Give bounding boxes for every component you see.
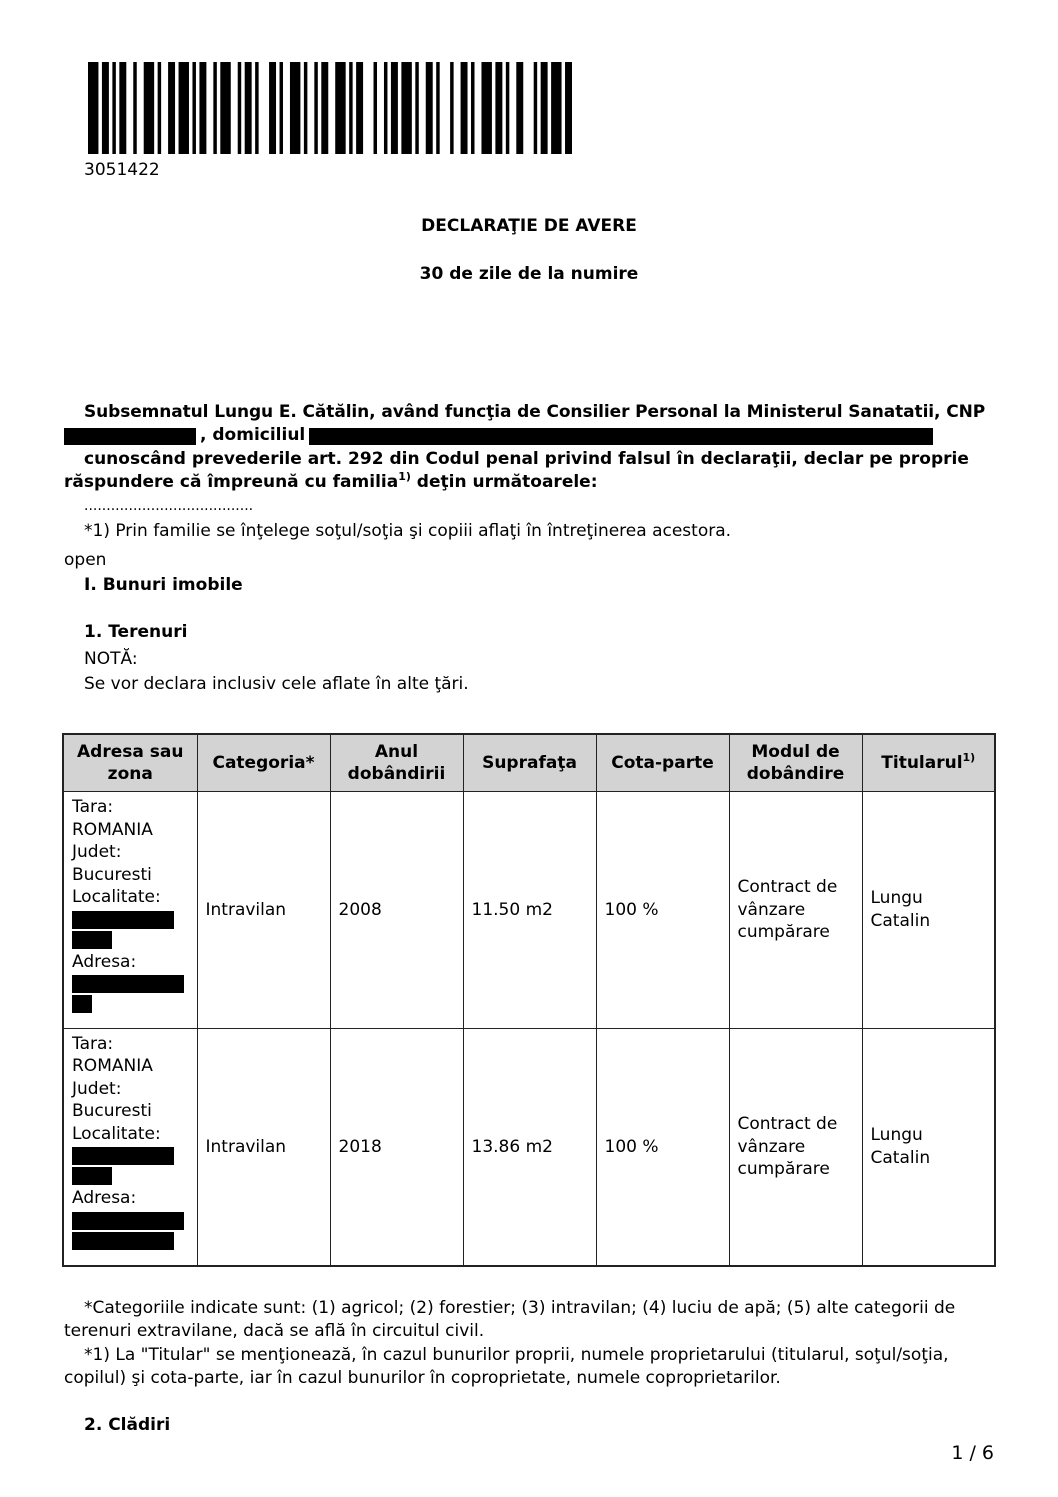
header-adresa: Adresa sau zona: [63, 734, 197, 792]
family-footnote: *1) Prin familie se înţelege soţul/soţia şi copiii aflaţi în întreţinerea acestora.: [84, 521, 732, 541]
barcode-bar: [112, 62, 115, 154]
subsection-heading-cladiri: 2. Clădiri: [84, 1415, 171, 1435]
cell-categoria: Intravilan: [197, 1028, 330, 1266]
barcode-bar: [199, 62, 206, 154]
document-subtitle: 30 de zile de la numire: [419, 264, 639, 284]
categorii-note-line-2: terenuri extravilane, dacă se află în circuitul civil.: [64, 1321, 485, 1341]
barcode-bar: [88, 62, 98, 154]
redaction-cnp: [64, 428, 196, 445]
cell-adresa: Tara: ROMANIA Judet: Bucuresti Localitate: Adresa:: [63, 792, 197, 1029]
barcode-number: 3051422: [84, 160, 160, 180]
barcode-bar: [192, 62, 195, 154]
barcode-bar: [238, 62, 241, 154]
barcode-bar: [461, 62, 468, 154]
header-suprafata: Suprafaţa: [463, 734, 596, 792]
redaction-localitate: [72, 1167, 112, 1185]
intro-line-1: Subsemnatul Lungu E. Cătălin, având funcţia de Consilier Personal la Ministerul Sanatatii, CNP: [84, 402, 986, 422]
barcode-bar: [290, 62, 300, 154]
barcode-bar: [506, 62, 509, 154]
table-row: [63, 1028, 995, 1266]
barcode-bar: [356, 62, 363, 154]
barcode-image: [88, 62, 572, 154]
redaction-adresa: [72, 1232, 174, 1250]
redaction-adresa: [72, 995, 92, 1013]
cell-suprafata: 11.50 m2: [463, 792, 596, 1029]
redaction-localitate: [72, 1147, 174, 1165]
intro-line-3: cunoscând prevederile art. 292 din Codul penal privind falsul în declaraţii, declar pe proprie: [84, 449, 969, 469]
cell-categoria: Intravilan: [197, 792, 330, 1029]
redaction-adresa: [72, 975, 184, 993]
cell-adresa: Tara: ROMANIA Judet: Bucuresti Localitate: Adresa:: [63, 1028, 197, 1266]
barcode-bar: [415, 62, 418, 154]
header-titularul: Titularul$^{1)}$: [862, 734, 995, 792]
titular-note-line-1: *1) La "Titular" se menţionează, în cazul bunurilor proprii, numele proprietarului (titularul, soţul/soţia,: [84, 1345, 949, 1365]
barcode-bar: [335, 62, 345, 154]
barcode-bar: [102, 62, 109, 154]
table-row: [63, 792, 995, 1029]
header-modul: Modul de dobândire: [729, 734, 862, 792]
page-number: 1 / 6: [951, 1442, 994, 1464]
cell-anul: 2018: [330, 1028, 463, 1266]
barcode-bar: [374, 62, 377, 154]
titular-note-line-2: copilul) şi cota-parte, iar în cazul bunurilor în coproprietate, numele coproprietarilor.: [64, 1368, 781, 1388]
barcode-bar: [534, 62, 537, 154]
barcode-bar: [269, 62, 276, 154]
intro-dots: ......................................: [84, 498, 254, 514]
barcode-bar: [168, 62, 175, 154]
barcode-bar: [565, 62, 572, 154]
cell-modul: Contract de vânzare cumpărare: [729, 792, 862, 1029]
barcode-bar: [541, 62, 548, 154]
cell-modul: Contract de vânzare cumpărare: [729, 1028, 862, 1266]
nota-text: Se vor declara inclusiv cele aflate în alte ţări.: [84, 674, 469, 694]
barcode-bar: [516, 62, 523, 154]
cell-anul: 2008: [330, 792, 463, 1029]
barcode-bar: [158, 62, 161, 154]
barcode-bar: [436, 62, 439, 154]
barcode-bar: [481, 62, 491, 154]
barcode-bar: [245, 62, 252, 154]
document-title: DECLARAŢIE DE AVERE: [421, 216, 637, 236]
open-text: open: [64, 550, 107, 570]
intro-domiciliu: , domiciliul: [200, 425, 306, 445]
terenuri-table: [62, 733, 996, 1267]
barcode-bar: [495, 62, 502, 154]
barcode-bar: [450, 62, 453, 154]
barcode-bar: [304, 62, 307, 154]
barcode-bar: [321, 62, 328, 154]
barcode-bar: [314, 62, 317, 154]
barcode-bar: [384, 62, 387, 154]
barcode-bar: [144, 62, 154, 154]
cell-cota: 100 %: [596, 1028, 729, 1266]
barcode-bar: [471, 62, 474, 154]
redaction-localitate: [72, 911, 174, 929]
header-anul: Anul dobândirii: [330, 734, 463, 792]
barcode-bar: [119, 62, 126, 154]
header-categoria: Categoria*: [197, 734, 330, 792]
barcode-bar: [255, 62, 258, 154]
nota-label: NOTĂ:: [84, 649, 138, 669]
subsection-heading-terenuri: 1. Terenuri: [84, 622, 188, 642]
header-cota: Cota-parte: [596, 734, 729, 792]
cell-cota: 100 %: [596, 792, 729, 1029]
section-heading-bunuri-imobile: I. Bunuri imobile: [84, 575, 243, 595]
redaction-localitate: [72, 931, 112, 949]
barcode-bar: [133, 62, 136, 154]
barcode-bar: [551, 62, 561, 154]
barcode-bar: [349, 62, 352, 154]
intro-line-4: răspundere că împreună cu familia$^{1)}$ deţin următoarele:: [64, 470, 598, 492]
cell-titularul: Lungu Catalin: [862, 792, 995, 1029]
barcode-bar: [280, 62, 283, 154]
barcode-bar: [391, 62, 398, 154]
barcode-bar: [220, 62, 230, 154]
barcode-bar: [213, 62, 216, 154]
cell-suprafata: 13.86 m2: [463, 1028, 596, 1266]
categorii-note-line-1: *Categoriile indicate sunt: (1) agricol; (2) forestier; (3) intravilan; (4) luciu de apă; (5) alte categorii de: [84, 1298, 956, 1318]
barcode-bar: [401, 62, 411, 154]
barcode-bar: [179, 62, 189, 154]
cell-titularul: Lungu Catalin: [862, 1028, 995, 1266]
barcode-bar: [426, 62, 433, 154]
table-header-row: [63, 734, 995, 792]
redaction-adresa: [72, 1212, 184, 1230]
redaction-address: [309, 428, 933, 445]
